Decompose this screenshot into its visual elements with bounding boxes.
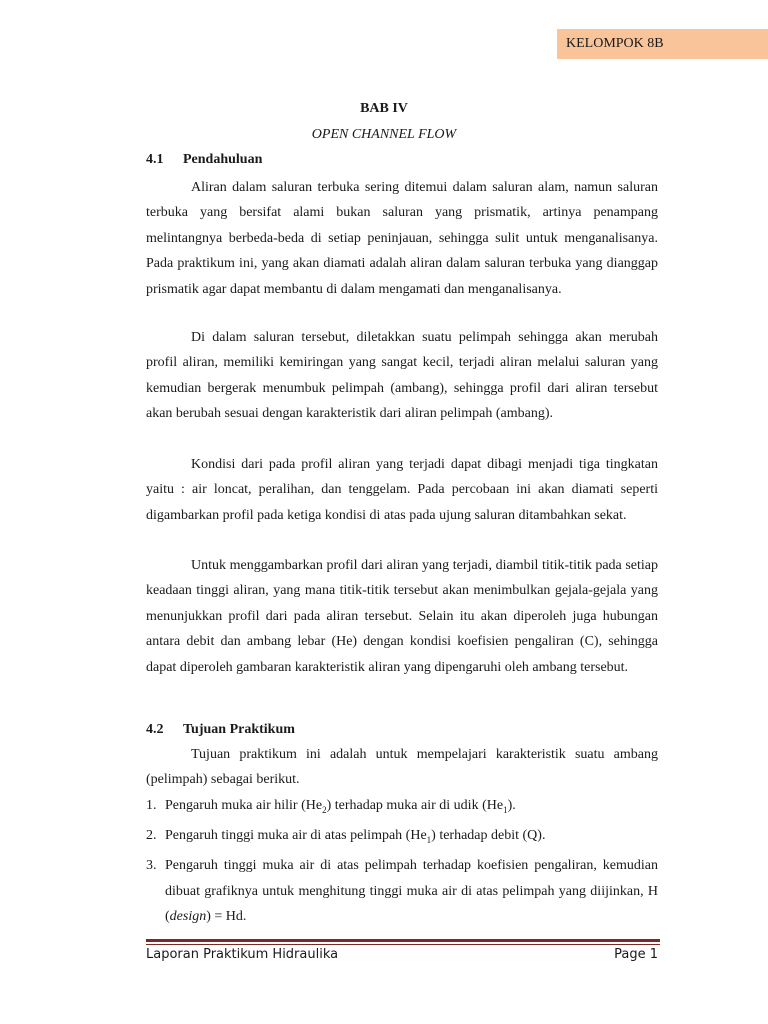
list-item: 3. Pengaruh tinggi muka air di atas pelimpah terhadap koefisien pengaliran, kemudian dibuat grafiknya untuk menghitung tinggi muka air di atas pelimpah yang diijinkan, H (design) = Hd. xyxy=(146,858,658,925)
footer-rule xyxy=(146,939,660,942)
section-title: Pendahuluan xyxy=(183,152,263,167)
section-number: 4.2 xyxy=(146,722,164,737)
group-label: KELOMPOK 8B xyxy=(557,29,768,59)
paragraph: Di dalam saluran tersebut, diletakkan suatu pelimpah sehingga akan merubah profil aliran, memiliki kemiringan yang sangat kecil, terjadi aliran melalui saluran yang kemudian bergerak menumbuk pelimpah (ambang), sehingga profil dari aliran tersebut akan berubah sesuai dengan karakteristik dari aliran pelimpah (ambang). xyxy=(146,330,658,422)
section-heading-4-2 xyxy=(146,722,295,738)
chapter-number: BAB IV xyxy=(360,101,408,116)
paragraph: Tujuan praktikum ini adalah untuk mempelajari karakteristik suatu ambang (pelimpah) sebagai berikut. xyxy=(146,747,658,788)
paragraph: Kondisi dari pada profil aliran yang terjadi dapat dibagi menjadi tiga tingkatan yaitu : air loncat, peralihan, dan tenggelam. Pada percobaan ini akan diamati seperti digambarkan profil pada ketiga kondisi di atas pada ujung saluran ditambahkan sekat. xyxy=(146,457,658,523)
paragraph: Aliran dalam saluran terbuka sering ditemui dalam saluran alam, namun saluran terbuka yang bersifat alami bukan saluran yang prismatik, artinya penampang melintangnya berbeda-beda di setiap peninjauan, sehingga sulit untuk menganalisanya. Pada praktikum ini, yang akan diamati adalah aliran dalam saluran terbuka yang dianggap prismatik agar dapat membantu di dalam mengamati dan menganalisanya. xyxy=(146,180,658,297)
paragraph: Untuk menggambarkan profil dari aliran yang terjadi, diambil titik-titik pada setiap keadaan tinggi aliran, yang mana titik-titik tersebut akan menimbulkan gejala-gejala yang menunjukkan profil dari pada aliran tersebut. Selain itu akan diperoleh juga hubungan antara debit dan ambang lebar (He) dengan kondisi koefisien pengaliran (C), sehingga dapat diperoleh gambaran karakteristik aliran yang dipengaruhi oleh ambang tersebut. xyxy=(146,558,658,675)
section-number: 4.1 xyxy=(146,152,164,167)
page-number: Page 1 xyxy=(614,947,658,962)
section-heading-4-1 xyxy=(146,152,262,168)
report-title: Laporan Praktikum Hidraulika xyxy=(146,947,339,962)
chapter-subtitle: OPEN CHANNEL FLOW xyxy=(311,127,457,142)
objectives-list xyxy=(146,793,658,930)
list-item: 1. Pengaruh muka air hilir $(He_2)$ terhadap muka air di udik $(He_1)$. xyxy=(146,798,516,815)
footer-rule-thin xyxy=(146,944,660,945)
list-item: 2. Pengaruh tinggi muka air di atas pelimpah $(He_1)$ terhadap debit (Q). xyxy=(146,828,546,845)
section-title: Tujuan Praktikum xyxy=(183,722,295,737)
